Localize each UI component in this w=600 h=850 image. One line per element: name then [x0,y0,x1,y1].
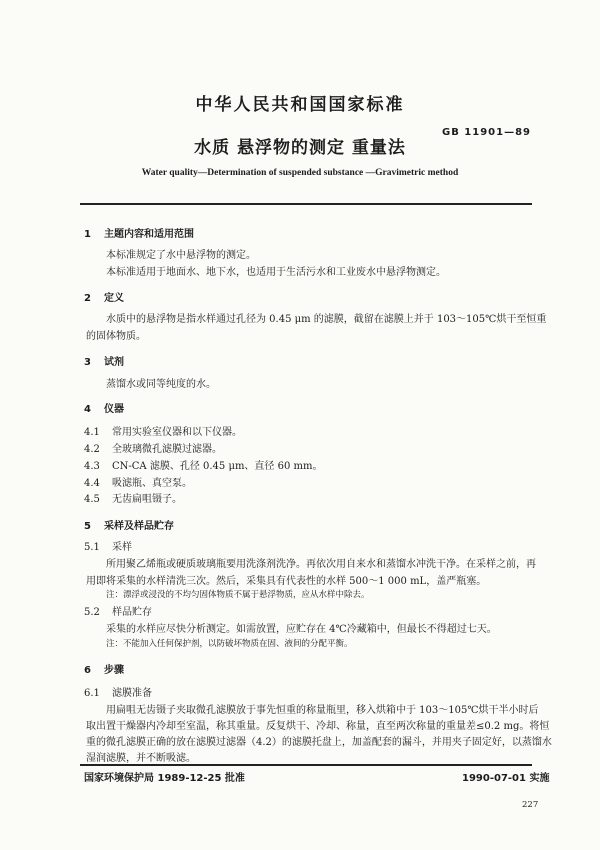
list-item [84,440,222,455]
section-title: 试剂 [104,357,124,368]
section-number: 3 [84,357,91,368]
section-3-heading [84,353,124,368]
approval-text: 国家环境保护局 1989-12-25 批准 [84,773,245,784]
english-title: Water quality—Determination of suspended substance —Gravimetric method [141,168,459,178]
paragraph: 本标准适用于地面水、地下水，也适用于生活污水和工业废水中悬浮物测定。 [106,267,446,278]
paragraph-line: 水质中的悬浮物是指水样通过孔径为 0.45 μm 的滤膜，截留在滤膜上并于 103～105℃烘干至恒重 [106,314,547,325]
section-title: 主题内容和适用范围 [104,229,194,240]
section-2-heading [84,289,124,304]
paragraph-line: 的固体物质。 [86,331,146,342]
subsection-title: 样品贮存 [112,607,152,618]
paragraph-line: 湿润滤膜，并不断吸滤。 [86,753,196,764]
item-number: 4.1 [84,427,100,438]
subsection-title: 滤膜准备 [112,688,152,699]
section-1-heading [84,225,194,240]
paragraph-line: 重的微孔滤膜正确的放在滤膜过滤器（4.2）的滤膜托盘上，加盖配套的漏斗，并用夹子固定好，以蒸馏水 [86,737,552,748]
section-6-heading [84,661,124,676]
paragraph-line: 取出置干燥器内冷却至室温，称其重量。反复烘干、冷却、称量，直至两次称量的重量差≤0.2 mg。将恒 [86,721,550,732]
note: 注：漂浮或浸没的不均匀固体物质不属于悬浮物质，应从水样中除去。 [106,590,370,600]
implementation-date: 1990-07-01 实施 [462,773,550,784]
section-number: 1 [84,229,91,240]
item-number: 4.5 [84,494,100,505]
item-text: 吸滤瓶、真空泵。 [112,478,192,489]
document-title: 水质 悬浮物的测定 重量法 [194,138,406,158]
item-text: 无齿扁咀镊子。 [112,494,182,505]
item-number: 4.2 [84,444,100,455]
item-number: 4.4 [84,478,100,489]
section-number: 5 [84,521,91,532]
subsection-6-1-heading [84,684,152,699]
subsection-5-2-heading [84,603,152,618]
paragraph-line: 采集的水样应尽快分析测定。如需放置，应贮存在 4℃冷藏箱中，但最长不得超过七天。 [106,624,497,635]
page-number: 227 [522,800,539,810]
note: 注：不能加入任何保护剂，以防破坏物质在固、液间的分配平衡。 [106,639,353,649]
section-title: 采样及样品贮存 [104,521,174,532]
section-title: 步骤 [104,665,124,676]
list-item [84,457,322,472]
paragraph-line: 用即将采集的水样清洗三次。然后，采集具有代表性的水样 500～1 000 mL，盖严瓶塞。 [86,576,487,587]
section-5-heading [84,517,174,532]
gb-code: GB 11901—89 [442,127,532,138]
item-text: CN-CA 滤膜、孔径 0.45 μm、直径 60 mm。 [112,461,323,472]
subsection-number: 6.1 [84,688,100,699]
item-text: 常用实验室仪器和以下仪器。 [112,427,242,438]
section-title: 仪器 [104,404,124,415]
paragraph-line: 所用聚乙烯瓶或硬质玻璃瓶要用洗涤剂洗净。再依次用自来水和蒸馏水冲洗干净。在采样之前，再 [106,559,536,570]
subsection-title: 采样 [112,542,132,553]
list-item [84,474,192,489]
section-number: 6 [84,665,91,676]
list-item [84,423,242,438]
header-divider [80,203,532,205]
paragraph: 蒸馏水或同等纯度的水。 [106,379,216,390]
footer-divider [80,764,532,766]
list-item [84,490,182,505]
section-number: 2 [84,293,91,304]
subsection-number: 5.1 [84,542,100,553]
item-number: 4.3 [84,461,100,472]
section-4-heading [84,400,124,415]
section-title: 定义 [104,293,124,304]
subsection-5-1-heading [84,538,132,553]
item-text: 全玻璃微孔滤膜过滤器。 [112,444,222,455]
paragraph-line: 用扁咀无齿镊子夹取微孔滤膜放于事先恒重的称量瓶里，移入烘箱中于 103～105℃烘干半小时后 [106,705,539,716]
paragraph: 本标准规定了水中悬浮物的测定。 [106,250,256,261]
section-number: 4 [84,404,91,415]
subsection-number: 5.2 [84,607,100,618]
national-standard-heading: 中华人民共和国国家标准 [195,95,405,115]
